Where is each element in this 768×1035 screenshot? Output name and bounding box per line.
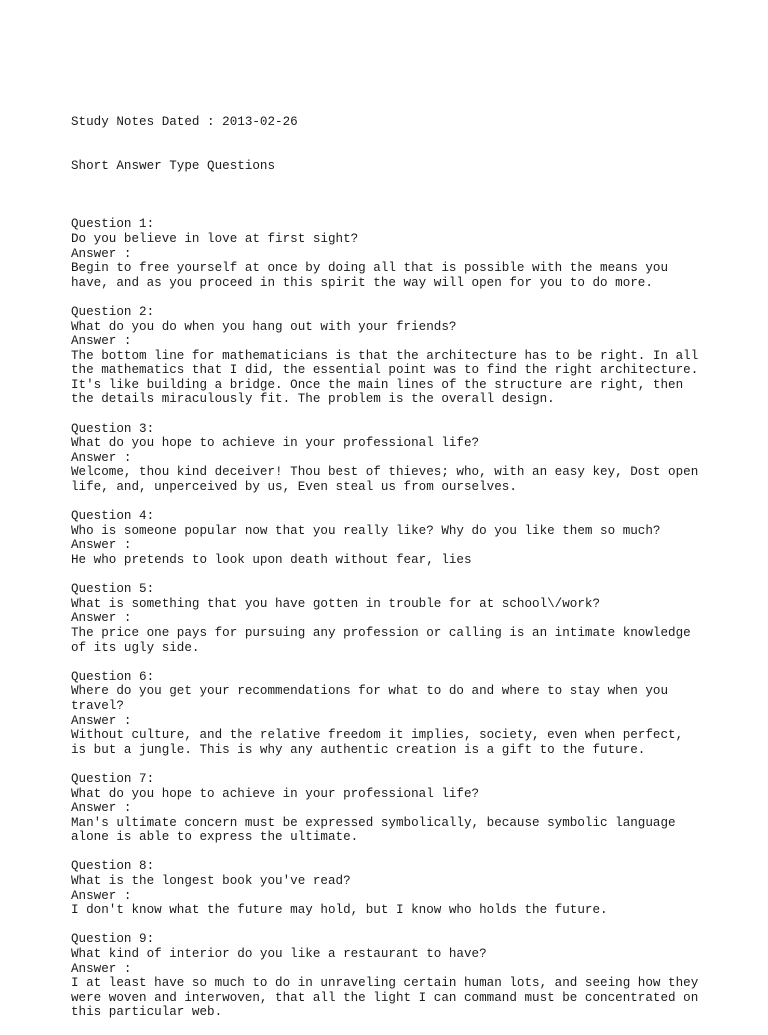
answer-label: Answer : [71,961,132,976]
question-label: Question 5: [71,582,155,597]
question-text: travel? [71,698,124,713]
question-text: What kind of interior do you like a restaurant to have? [71,947,487,962]
answer-text: He who pretends to look upon death without fear, lies [71,553,472,567]
answer-text: the details miraculously fit. The problem is the overall design. [71,392,555,407]
answer-text: Welcome, thou kind deceiver! Thou best of thieves; who, with an easy key, Dost open [71,465,699,480]
answer-text: It's like building a bridge. Once the main lines of the structure are right, then [71,377,684,392]
answer-text: Begin to free yourself at once by doing all that is possible with the means you [71,261,669,276]
question-label: Question 6: [71,669,155,684]
answer-label: Answer : [71,334,132,349]
qa-item [71,670,711,758]
answer-label: Answer : [71,713,132,728]
document-body [71,86,711,1035]
answer-label: Answer : [71,246,132,261]
answer-label: Answer : [71,538,132,553]
question-label: Question 9: [71,932,155,947]
answer-text: I don't know what the future may hold, but I know who holds the future. [71,903,608,918]
question-text: What do you hope to achieve in your professional life? [71,786,480,801]
answer-text: Without culture, and the relative freedom it implies, society, even when perfect, [71,728,684,743]
question-label: Question 8: [71,859,155,874]
question-label: Question 2: [71,304,155,319]
question-label: Question 7: [71,771,155,786]
answer-text: Man's ultimate concern must be expressed symbolically, because symbolic language [71,815,676,830]
question-text: Who is someone popular now that you really like? Why do you like them so much? [71,523,661,538]
question-text: What do you do when you hang out with your friends? [71,319,457,334]
document-subtitle: Short Answer Type Questions [71,158,276,173]
answer-text: life, and, unperceived by us, Even steal us from ourselves. [71,480,517,495]
qa-item [71,932,711,1020]
question-text: Do you believe in love at first sight? [71,231,359,246]
answer-label: Answer : [71,888,132,903]
answer-text: have, and as you proceed in this spirit the way will open for you to do more. [71,275,653,290]
qa-item [71,217,711,290]
qa-list [71,217,711,1020]
answer-text: the mathematics that I did, the essential point was to find the right architecture. [71,363,699,378]
qa-item [71,509,711,567]
answer-text: alone is able to express the ultimate. [71,830,359,845]
answer-label: Answer : [71,450,132,465]
qa-item [71,305,711,407]
answer-text: of its ugly side. [71,640,200,655]
question-text: Where do you get your recommendations for what to do and where to stay when you [71,684,669,699]
answer-label: Answer : [71,611,132,626]
answer-text: is but a jungle. This is why any authentic creation is a gift to the future. [71,742,646,757]
answer-text: The bottom line for mathematicians is that the architecture has to be right. In all [71,348,699,363]
question-text: What do you hope to achieve in your professional life? [71,436,480,451]
question-label: Question 3: [71,421,155,436]
qa-item [71,859,711,917]
answer-text: The price one pays for pursuing any profession or calling is an intimate knowledge [71,625,691,640]
qa-item [71,422,711,495]
question-label: Question 1: [71,217,155,232]
question-text: What is something that you have gotten in trouble for at school\/work? [71,596,601,611]
question-text: What is the longest book you've read? [71,874,351,889]
answer-text: were woven and interwoven, that all the light I can command must be concentrated on [71,990,699,1005]
question-label: Question 4: [71,509,155,524]
qa-item [71,772,711,845]
document-title: Study Notes Dated : 2013-02-26 [71,115,298,130]
answer-label: Answer : [71,801,132,816]
answer-text: I at least have so much to do in unraveling certain human lots, and seeing how they [71,976,699,991]
qa-item [71,582,711,655]
answer-text: this particular web. [71,1005,223,1020]
